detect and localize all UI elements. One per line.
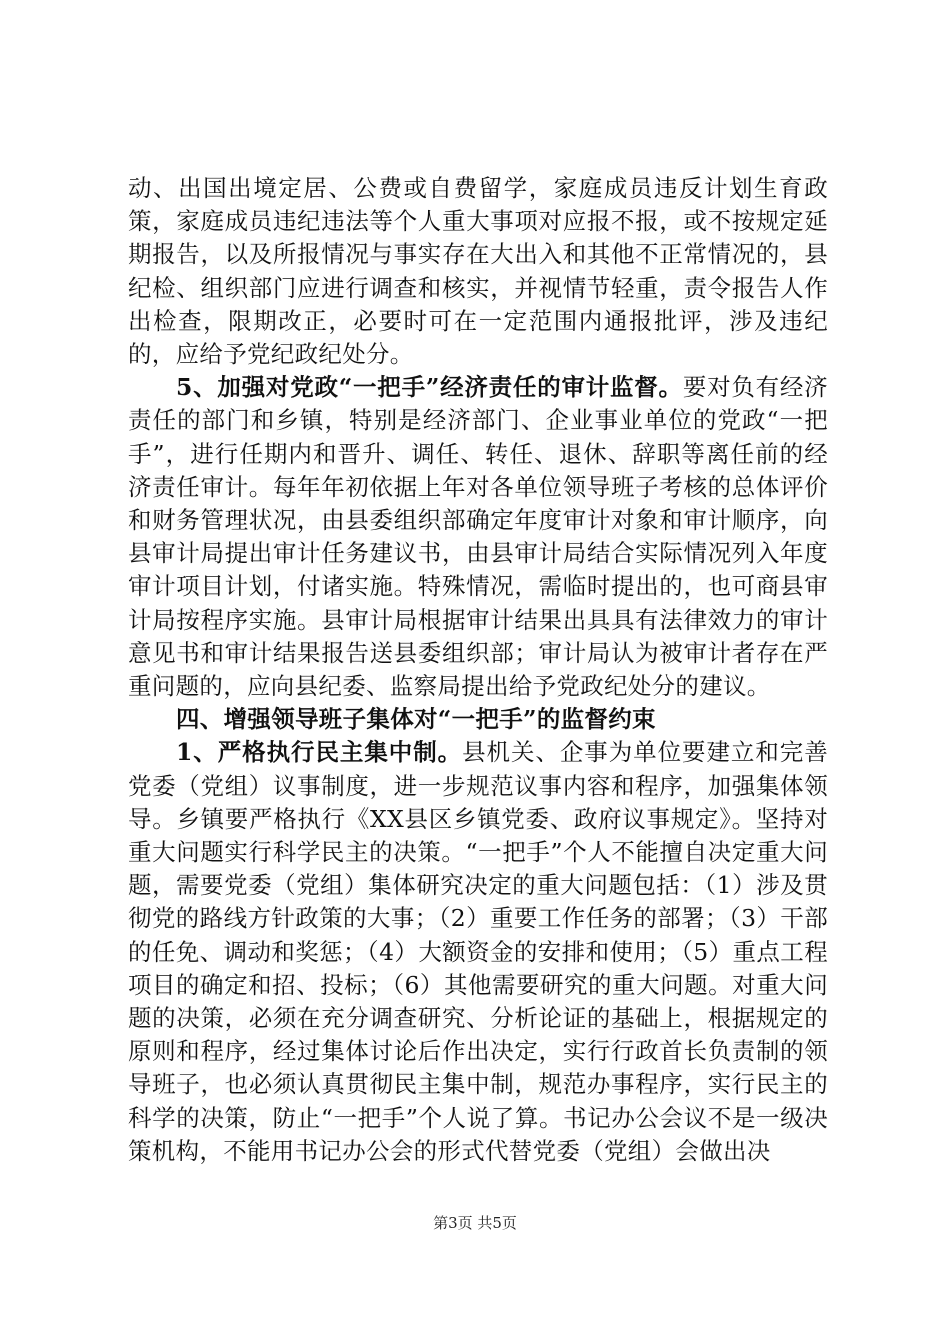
paragraph-democratic-centralism	[128, 736, 828, 1168]
paragraph-continuation	[128, 172, 828, 371]
paragraph-text: 动、出国出境定居、公费或自费留学，家庭成员违反计划生育政策，家庭成员违纪违法等个人重大事项对应报不报，或不按规定延期报告，以及所报情况与事实存在大出入和其他不正常情况的，县纪检、组织部门应进行调查和核实，并视情节轻重，责令报告人作出检查，限期改正，必要时可在一定范围内通报批评，涉及违纪的，应给予党纪政纪处分。	[128, 174, 828, 369]
section-heading	[128, 703, 828, 736]
paragraph-heading: 1、严格执行民主集中制。	[176, 738, 463, 767]
paragraph-text: 县机关、企事为单位要建立和完善党委（党组）议事制度，进一步规范议事内容和程序，加强集体领导。乡镇要严格执行《XX县区乡镇党委、政府议事规定》。坚持对重大问题实行科学民主的决策。“一把手”个人不能擅自决定重大问题，需要党委（党组）集体研究决定的重大问题包括：（1）涉及贯彻党的路线方针政策的大事；（2）重要工作任务的部署；（3）干部的任免、调动和奖惩；（4）大额资金的安排和使用；（5）重点工程项目的确定和招、投标；（6）其他需要研究的重大问题。对重大问题的决策，必须在充分调查研究、分析论证的基础上，根据规定的原则和程序，经过集体讨论后作出决定，实行行政首长负责制的领导班子，也必须认真贯彻民主集中制，规范办事程序，实行民主的科学的决策，防止“一把手”个人说了算。书记办公会议不是一级决策机构，不能用书记办公会的形式代替党委（党组）会做出决	[128, 738, 829, 1165]
paragraph-audit-supervision	[128, 371, 828, 703]
section-heading-text: 四、增强领导班子集体对“一把手”的监督约束	[176, 705, 656, 734]
paragraph-heading: 5、加强对党政“一把手”经济责任的审计监督。	[176, 373, 683, 402]
page-footer	[0, 1212, 950, 1233]
paragraph-text: 要对负有经济责任的部门和乡镇，特别是经济部门、企业事业单位的党政“一把手”，进行任期内和晋升、调任、转任、退休、辞职等离任前的经济责任审计。每年年初依据上年对各单位领导班子考核的总体评价和财务管理状况，由县委组织部确定年度审计对象和审计顺序，向县审计局提出审计任务建议书，由县审计局结合实际情况列入年度审计项目计划，付诸实施。特殊情况，需临时提出的，也可商县审计局按程序实施。县审计局根据审计结果出具具有法律效力的审计意见书和审计结果报告送县委组织部；审计局认为被审计者存在严重问题的，应向县纪委、监察局提出给予党政纪处分的建议。	[128, 373, 828, 701]
document-body	[128, 172, 828, 1168]
page-number: 第3页 共5页	[433, 1214, 517, 1232]
